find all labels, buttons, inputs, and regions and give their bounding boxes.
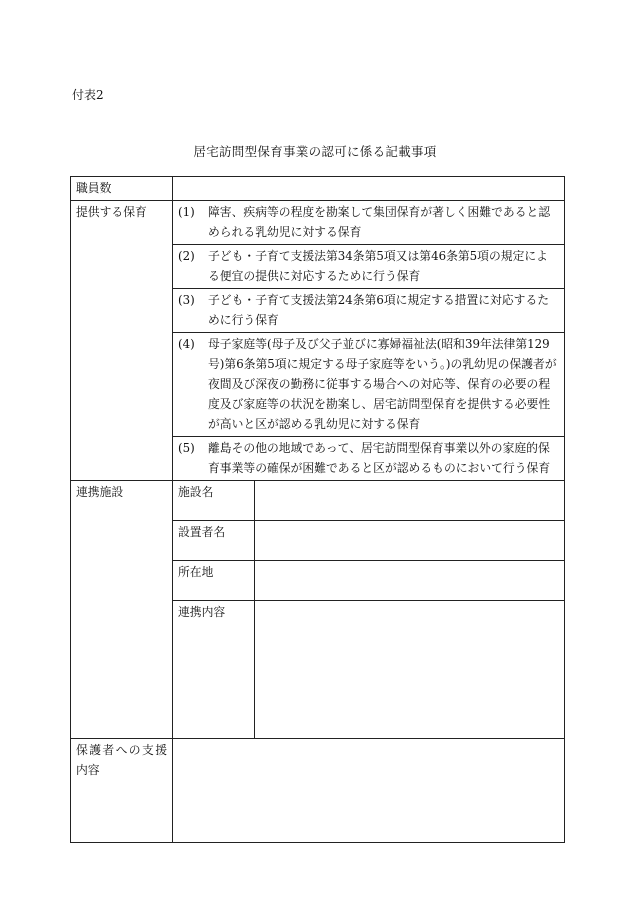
care-item-2 [173, 245, 565, 289]
staff-count-value[interactable] [173, 177, 565, 201]
care-item-5 [173, 437, 565, 481]
founder-name-value[interactable] [255, 521, 565, 561]
care-item-number: (1) [178, 205, 195, 219]
care-item-row [71, 201, 565, 245]
care-item-number: (4) [178, 337, 195, 351]
care-item-4 [173, 333, 565, 437]
care-item-number: (2) [178, 249, 195, 263]
cooperation-content-label: 連携内容 [173, 601, 255, 739]
staff-count-row [71, 177, 565, 201]
location-label: 所在地 [173, 561, 255, 601]
staff-count-label: 職員数 [71, 177, 173, 201]
guardian-support-row [71, 739, 565, 843]
care-item-number: (5) [178, 441, 195, 455]
cooperation-content-value[interactable] [255, 601, 565, 739]
document-title: 居宅訪問型保育事業の認可に係る記載事項 [193, 144, 437, 159]
registration-form-table [70, 176, 565, 843]
care-item-number: (3) [178, 293, 195, 307]
facility-name-label: 施設名 [173, 481, 255, 521]
location-value[interactable] [255, 561, 565, 601]
care-item-text: 子ども・子育て支援法第24条第6項に規定する措置に対応するために行う保育 [208, 293, 550, 327]
guardian-support-value[interactable] [173, 739, 565, 843]
partner-facility-name-row [71, 481, 565, 521]
care-item-text: 母子家庭等(母子及び父子並びに寡婦福祉法(昭和39年法律第129号)第6条第5項に規定する母子家庭等をいう。)の乳幼児の保護者が夜間及び深夜の勤務に従事する場合への対応等、保育の必要の程度及び家庭等の状況を勘案し、居宅訪問型保育を提供する必要性が高いと区が認める乳幼児に対する保育 [208, 337, 557, 431]
partner-facility-label: 連携施設 [71, 481, 173, 739]
care-item-text: 子ども・子育て支援法第34条第5項又は第46条第5項の規定による便宜の提供に対応するために行う保育 [208, 249, 548, 283]
facility-name-value[interactable] [255, 481, 565, 521]
care-item-text: 離島その他の地域であって、居宅訪問型保育事業以外の家庭的保育事業等の確保が困難であると区が認めるものにおいて行う保育 [208, 441, 551, 475]
founder-name-label: 設置者名 [173, 521, 255, 561]
attachment-label: 付表2 [72, 88, 104, 102]
guardian-support-label: 保護者への支援内容 [71, 739, 173, 843]
provided-care-label: 提供する保育 [71, 201, 173, 481]
care-item-3 [173, 289, 565, 333]
care-item-text: 障害、疾病等の程度を勘案して集団保育が著しく困難であると認められる乳幼児に対する保育 [208, 205, 551, 239]
care-item-1 [173, 201, 565, 245]
